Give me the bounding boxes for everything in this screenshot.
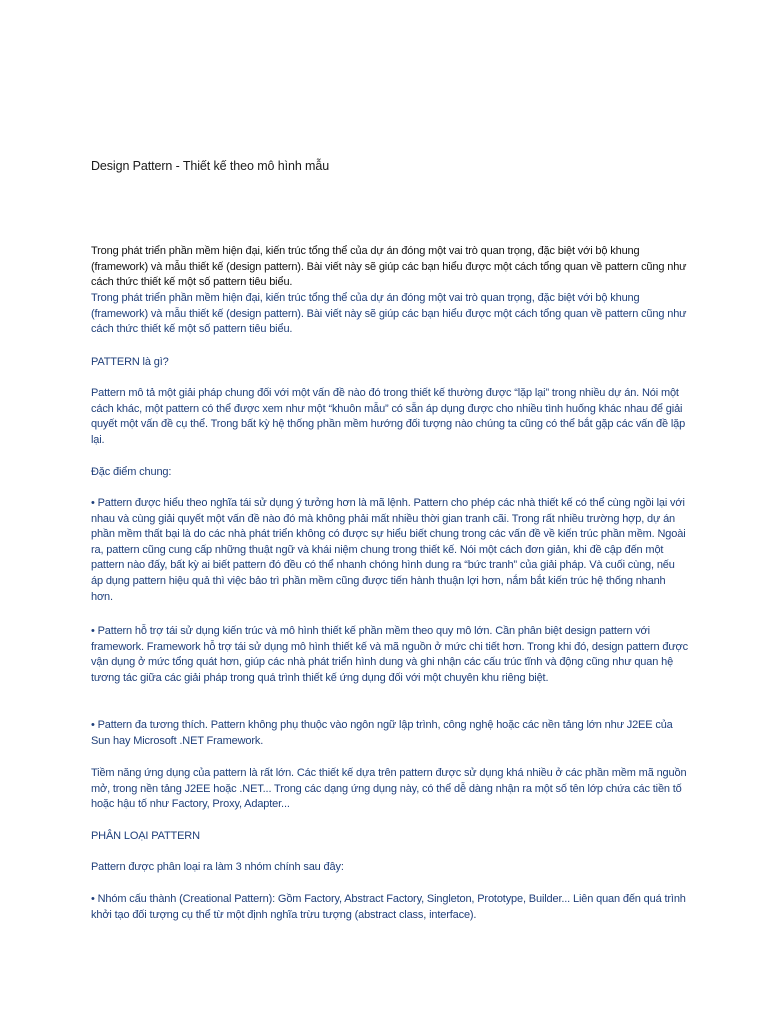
feature-item-architecture-reuse: • Pattern hỗ trợ tái sử dụng kiến trúc và mô hình thiết kế phần mềm theo quy mô lớn. Cần phân biệt design pattern với framework. Framework hỗ trợ tái sử dụng mô hình thiết kế và mã nguồn ở mức chi tiết hơn. Trong khi đó, design pattern được vận dụng ở mức tổng quát hơn, giúp các nhà phát triển hình dung và ghi nhận các cấu trúc tĩnh và động cũng như quan hệ tương tác giữa các giải pháp trong quá trình thiết kế ứng dụng đối với một chuyên khu riêng biệt. [91,625,688,684]
section-heading-pattern: PATTERN là gì? [91,356,169,368]
section-heading-classification: PHÂN LOẠI PATTERN [91,830,200,842]
section-heading-features: Đặc điểm chung: [91,466,172,478]
classification-intro: Pattern được phân loại ra làm 3 nhóm chính sau đây: [91,861,344,873]
classification-item-creational: • Nhóm cấu thành (Creational Pattern): Gồm Factory, Abstract Factory, Singleton, Prototype, Builder... Liên quan đến quá trình khởi tạo đối tượng cụ thể từ một định nghĩa trừu tượng (abstract class, interface). [91,893,686,921]
intro-paragraph: Trong phát triển phần mềm hiện đại, kiến trúc tổng thể của dự án đóng một vai trò quan trọng, đặc biệt với bộ khung (framework) và mẫu thiết kế (design pattern). Bài viết này sẽ giúp các bạn hiểu được một cách tổng quan về pattern cũng như cách thức thiết kế một số pattern tiêu biểu. [91,245,687,289]
pattern-definition: Pattern mô tả một giải pháp chung đối với một vấn đề nào đó trong thiết kế thường được “lặp lại” trong nhiều dự án. Nói một cách khác, một pattern có thể được xem như một “khuôn mẫu” có sẵn áp dụng được cho nhiều tình huống khác nhau để giải quyết một vấn đề cụ thể. Trong bất kỳ hệ thống phần mềm hướng đối tượng nào chúng ta cũng có thể bắt gặp các vấn đề lặp lại. [91,387,686,446]
feature-item-reuse-ideas: • Pattern được hiểu theo nghĩa tái sử dụng ý tưởng hơn là mã lệnh. Pattern cho phép các nhà thiết kế có thể cùng ngồi lại với nhau và cùng giải quyết một vấn đề nào đó mà không phải mất nhiều thời gian tranh cãi. Trong rất nhiều trường hợp, dự án phần mềm thất bại là do các nhà phát triển không có được sự hiểu biết chung trong các vấn đề về kiến trúc phần mềm. Ngoài ra, pattern cũng cung cấp những thuật ngữ và khái niệm chung trong thiết kế. Nói một cách đơn giản, khi đề cập đến một pattern nào đấy, bất kỳ ai biết pattern đó đều có thể nhanh chóng hình dung ra “bức tranh” của giải pháp. Và cuối cùng, nếu áp dụng pattern hiệu quả thì việc bảo trì phần mềm cũng được tiến hành thuận lợi hơn, nắm bắt kiến trúc hệ thống nhanh hơn. [91,497,686,603]
potential-paragraph: Tiềm năng ứng dụng của pattern là rất lớn. Các thiết kế dựa trên pattern được sử dụng khá nhiều ở các phần mềm mã nguồn mở, trong nền tảng J2EE hoặc .NET... Trong các dạng ứng dụng này, có thể dễ dàng nhận ra một số tên lớp chứa các tiền tố hoặc hậu tố như Factory, Proxy, Adapter... [91,767,687,811]
document-title: Design Pattern - Thiết kế theo mô hình mẫu [91,159,330,173]
intro-paragraph-highlighted: Trong phát triển phần mềm hiện đại, kiến trúc tổng thể của dự án đóng một vai trò quan trọng, đặc biệt với bộ khung (framework) và mẫu thiết kế (design pattern). Bài viết này sẽ giúp các bạn hiểu được một cách tổng quan về pattern cũng như cách thức thiết kế một số pattern tiêu biểu. [91,292,687,336]
feature-item-compatibility: • Pattern đa tương thích. Pattern không phụ thuộc vào ngôn ngữ lập trình, công nghệ hoặc các nền tảng lớn như J2EE của Sun hay Microsoft .NET Framework. [91,719,673,747]
